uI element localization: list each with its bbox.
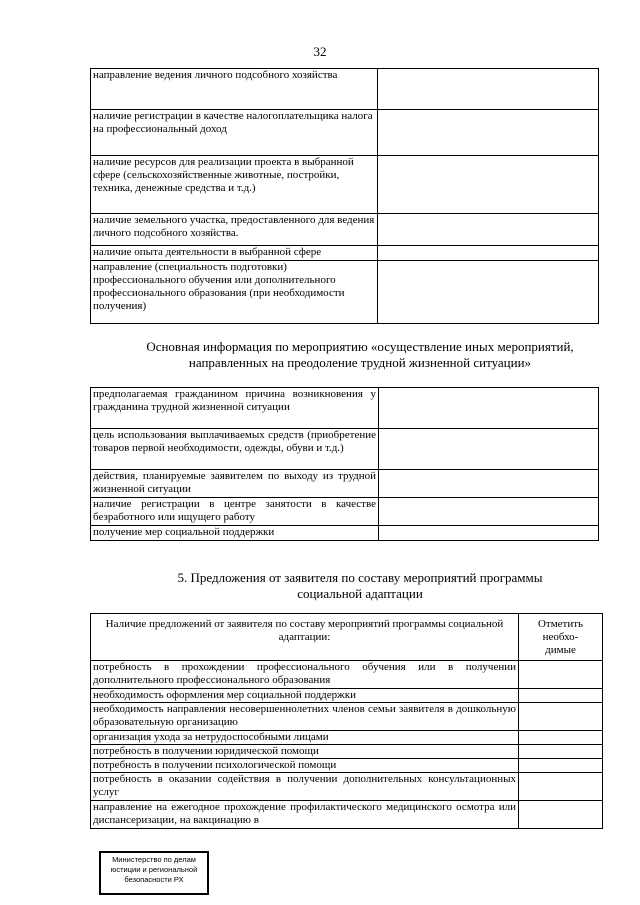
table-cell-value <box>378 110 599 156</box>
table-cell-value <box>378 261 599 324</box>
table-row <box>91 214 599 246</box>
table-cell-value <box>379 470 599 498</box>
table-cell-label: потребность в получении психологической помощи <box>91 759 519 773</box>
table-cell-label: необходимость направления несовершеннолетних членов семьи заявителя в дошкольную образовательную организацию <box>91 703 519 731</box>
table-cell-value <box>378 246 599 261</box>
table-cell-value <box>378 69 599 110</box>
table-row <box>91 156 599 214</box>
table-cell-mark[interactable] <box>519 801 603 829</box>
table-cell-label: направление ведения личного подсобного хозяйства <box>91 69 378 110</box>
table-cell-label: потребность в оказании содействия в получении дополнительных консультационных услуг <box>91 773 519 801</box>
section-heading-proposals: 5. Предложения от заявителя по составу мероприятий программы социальной адаптации <box>177 570 543 601</box>
table-row <box>91 689 603 703</box>
table-cell-value <box>379 388 599 429</box>
table-cell-label: получение мер социальной поддержки <box>91 526 379 541</box>
table-row <box>91 69 599 110</box>
table-cell-mark[interactable] <box>519 745 603 759</box>
table-cell-label: наличие опыта деятельности в выбранной сфере <box>91 246 378 261</box>
hardship-info-table <box>90 387 599 541</box>
table-row <box>91 731 603 745</box>
table-cell-value <box>379 526 599 541</box>
table-cell-label: направление (специальность подготовки) профессионального обучения или дополнительного профессионального образования (при необходимости получения) <box>91 261 378 324</box>
table-row <box>91 470 599 498</box>
table-cell-label: цель использования выплачиваемых средств (приобретение товаров первой необходимости, одежды, обуви и т.д.) <box>91 429 379 470</box>
table-cell-label: направление на ежегодное прохождение профилактического медицинского осмотра или диспансеризации, на вакцинацию в <box>91 801 519 829</box>
table-cell-label: наличие регистрации в центре занятости в качестве безработного или ищущего работу <box>91 498 379 526</box>
table-cell-value <box>379 429 599 470</box>
table-cell-label: предполагаемая гражданином причина возникновения у гражданина трудной жизненной ситуации <box>91 388 379 429</box>
table-row <box>91 498 599 526</box>
table-cell-mark[interactable] <box>519 773 603 801</box>
table-row <box>91 661 603 689</box>
stamp-line: безопасности РХ <box>124 875 184 884</box>
table-row <box>91 261 599 324</box>
table-cell-mark[interactable] <box>519 689 603 703</box>
table-cell-mark[interactable] <box>519 703 603 731</box>
table-cell-label: потребность в получении юридической помощи <box>91 745 519 759</box>
table-cell-value <box>379 498 599 526</box>
table-header-mark: Отметить необхо- димые <box>519 614 603 661</box>
table-cell-label: действия, планируемые заявителем по выходу из трудной жизненной ситуации <box>91 470 379 498</box>
proposals-table <box>90 613 603 829</box>
table-cell-label: необходимость оформления мер социальной поддержки <box>91 689 519 703</box>
ministry-stamp <box>99 851 209 895</box>
table-cell-mark[interactable] <box>519 759 603 773</box>
table-header-label: Наличие предложений от заявителя по составу мероприятий программы социальной адаптации: <box>91 614 519 661</box>
table-row <box>91 526 599 541</box>
table-row <box>91 110 599 156</box>
table-cell-label: организация ухода за нетрудоспособными лицами <box>91 731 519 745</box>
table-cell-label: наличие ресурсов для реализации проекта в выбранной сфере (сельскохозяйственные животные, постройки, техника, денежные средства и т.д.) <box>91 156 378 214</box>
table-row <box>91 773 603 801</box>
table-cell-label: потребность в прохождении профессионального обучения или в получении дополнительного профессионального образования <box>91 661 519 689</box>
page-number: 32 <box>313 44 327 59</box>
table-header-row <box>91 614 603 661</box>
section-heading-other-measures: Основная информация по мероприятию «осуществление иных мероприятий, направленных на преодоление трудной жизненной ситуации» <box>146 339 574 370</box>
table-row <box>91 388 599 429</box>
table-cell-label: наличие регистрации в качестве налогоплательщика налога на профессиональный доход <box>91 110 378 156</box>
table-row <box>91 246 599 261</box>
stamp-line: юстиции и региональной <box>110 865 198 874</box>
table-row <box>91 745 603 759</box>
table-cell-value <box>378 214 599 246</box>
project-info-table <box>90 68 599 324</box>
table-cell-mark[interactable] <box>519 731 603 745</box>
table-row <box>91 429 599 470</box>
table-cell-value <box>378 156 599 214</box>
stamp-line: Министерство по делам <box>112 855 196 864</box>
table-row <box>91 801 603 829</box>
table-row <box>91 759 603 773</box>
table-cell-mark[interactable] <box>519 661 603 689</box>
table-cell-label: наличие земельного участка, предоставленного для ведения личного подсобного хозяйства. <box>91 214 378 246</box>
table-row <box>91 703 603 731</box>
